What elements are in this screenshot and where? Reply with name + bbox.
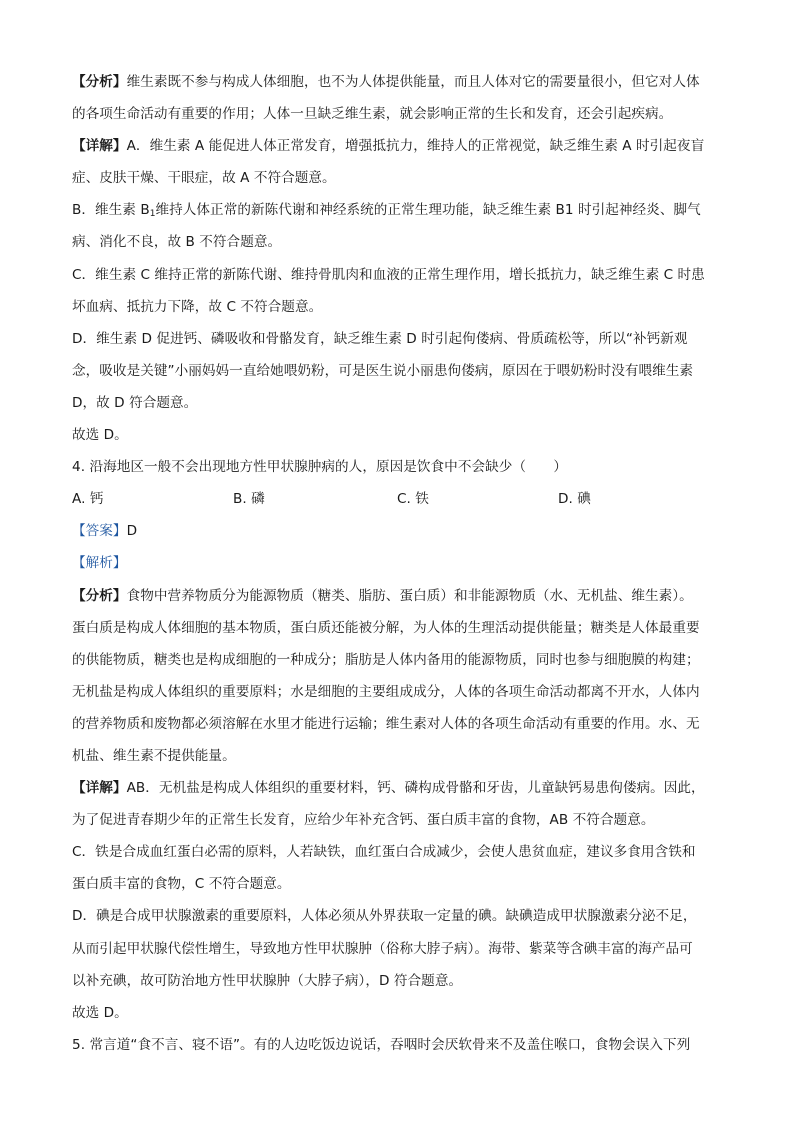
answer-tag: 【答案】 — [72, 523, 127, 540]
q3-option-d-line-2: 念，吸收是关键”小丽妈妈一直给她喂奶粉，可是医生说小丽患佝偻病，原因在于喂奶粉时没有喂维生素 — [72, 362, 694, 379]
detail-tag: 【详解】 — [72, 138, 127, 155]
q4-analysis-line-5: 的营养物质和废物都必须溶解在水里才能进行运输；维生素对人体的各项生命活动有重要的作用。水、无 — [72, 715, 700, 732]
q4-answer — [72, 515, 720, 547]
analysis-tag: 【分析】 — [72, 587, 127, 604]
q4-option-b: B. 磷 — [233, 491, 265, 508]
q4-option-a: A. 钙 — [72, 491, 104, 508]
q4-analysis-line-4: 无机盐是构成人体组织的重要原料；水是细胞的主要组成成分，人体的各项生命活动都离不开水，人体内 — [72, 683, 700, 700]
q4-detail-line-2: 为了促进青春期少年的正常生长发育，应给少年补充含钙、蛋白质丰富的食物，AB 不符合题意。 — [72, 812, 655, 829]
q3-option-b-line-1: B．维生素 $B_1$维持人体正常的新陈代谢和神经系统的正常生理功能，缺乏维生素 B1 时引起神经炎、脚气 — [72, 202, 701, 220]
q3-option-d-line-1: D．维生素 D 促进钙、磷吸收和骨骼发育，缺乏维生素 D 时引起佝偻病、骨质疏松等，所以“补钙新观 — [72, 330, 688, 347]
q4-option-d: D. 碘 — [558, 491, 591, 508]
q4-analysis-line-3: 的供能物质，糖类也是构成细胞的一种成分；脂肪是人体内备用的能源物质，同时也参与细胞膜的构建； — [72, 651, 700, 668]
q4-option-d-line-2: 从而引起甲状腺代偿性增生，导致地方性甲状腺肿（俗称大脖子病）。海带、紫菜等含碘丰富的海产品可 — [72, 940, 693, 957]
q4-option-c: C. 铁 — [397, 491, 429, 508]
q3-analysis-line-2: 的各项生命活动有重要的作用；人体一旦缺乏维生素，就会影响正常的生长和发育，还会引起疾病。 — [72, 106, 673, 123]
q4-stem: 4. 沿海地区一般不会出现地方性甲状腺肿病的人，原因是饮食中不会缺少（ ） — [72, 459, 567, 476]
q4-option-c-line-2: 蛋白质丰富的食物，C 不符合题意。 — [72, 876, 291, 893]
q4-option-d-line-3: 以补充碘，故可防治地方性甲状腺肿（大脖子病），D 符合题意。 — [72, 972, 463, 989]
q3-detail-line-2: 症、皮肤干燥、干眼症，故 A 不符合题意。 — [72, 170, 336, 187]
q4-explain-heading — [72, 547, 720, 579]
q3-detail-line-1: 【详解】A．维生素 A 能促进人体正常发育，增强抵抗力，维持人的正常视觉，缺乏维生素 A 时引起夜盲 — [72, 138, 705, 155]
page-content — [72, 66, 720, 1061]
q4-analysis-line-1: 【分析】食物中营养物质分为能源物质（糖类、脂肪、蛋白质）和非能源物质（水、无机盐、维生素）。 — [72, 587, 693, 604]
analysis-tag: 【分析】 — [72, 74, 127, 90]
explain-tag: 【解析】 — [72, 555, 127, 572]
q3-option-c-line-1: C．维生素 C 维持正常的新陈代谢、维持骨肌肉和血液的正常生理作用，增长抵抗力，缺乏维生素 C 时患 — [72, 266, 705, 283]
q3-option-c-line-2: 坏血病、抵抗力下降，故 C 不符合题意。 — [72, 298, 323, 315]
detail-tag: 【详解】 — [72, 780, 127, 797]
answer-value: D — [126, 523, 138, 540]
q3-option-b-line-2: 病、消化不良，故 B 不符合题意。 — [72, 234, 282, 251]
q4-analysis-line-6: 机盐、维生素不提供能量。 — [72, 747, 236, 764]
q4-choose: 故选 D。 — [72, 1004, 128, 1021]
q4-option-d-line-1: D．碘是合成甲状腺激素的重要原料，人体必须从外界获取一定量的碘。缺碘造成甲状腺激素分泌不足， — [72, 908, 697, 925]
q4-detail-line-1: 【详解】AB．无机盐是构成人体组织的重要材料，钙、磷构成骨骼和牙齿，儿童缺钙易患佝偻病。因此， — [72, 780, 705, 797]
q4-options — [72, 483, 720, 515]
q3-choose: 故选 D。 — [72, 427, 128, 444]
subscript: 1 — [149, 209, 156, 220]
q4-option-c-line-1: C．铁是合成血红蛋白必需的原料，人若缺铁，血红蛋白合成减少，会使人患贫血症，建议多食用含铁和 — [72, 844, 696, 861]
q4-analysis-line-2: 蛋白质是构成人体细胞的基本物质，蛋白质还能被分解，为人体的生理活动提供能量；糖类是人体最重要 — [72, 619, 700, 636]
q5-stem: 5. 常言道“食不言、寝不语”。有的人边吃饭边说话，吞咽时会厌软骨来不及盖住喉口，食物会误入下列 — [72, 1036, 691, 1053]
q3-analysis-line-1: 【分析】维生素既不参与构成人体细胞，也不为人体提供能量，而且人体对它的需要量很小，但它对人体 — [72, 74, 700, 90]
q3-option-d-line-3: D，故 D 符合题意。 — [72, 394, 198, 411]
